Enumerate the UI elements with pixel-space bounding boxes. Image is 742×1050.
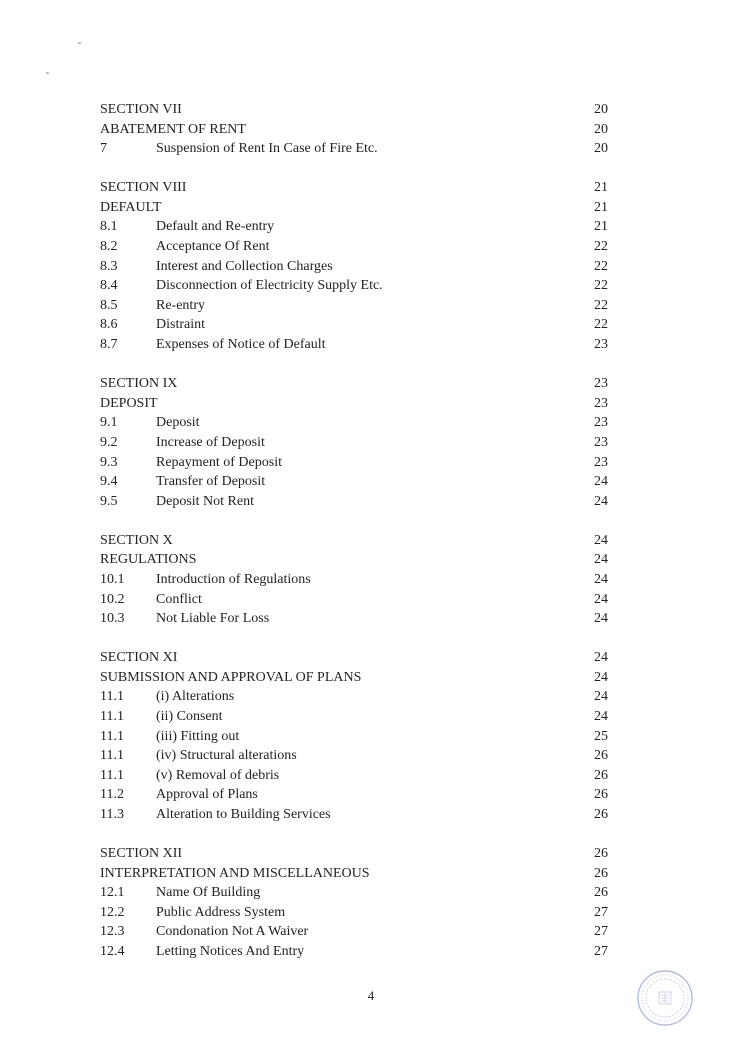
toc-entry [98, 707, 608, 727]
clause-title: Alteration to Building Services [156, 807, 331, 822]
clause-number: 8.6 [100, 317, 118, 333]
section-heading-row [98, 100, 608, 120]
toc-section [98, 178, 608, 354]
clause-title: Deposit [156, 415, 200, 431]
toc-entry [98, 335, 608, 355]
clause-title: Acceptance Of Rent [156, 239, 270, 255]
page-ref: 24 [594, 650, 608, 666]
toc-entry [98, 472, 608, 492]
page-ref: 26 [594, 865, 608, 881]
clause-title: (v) Removal of debris [156, 767, 280, 783]
clause-title: Disconnection of Electricity Supply Etc. [156, 278, 383, 294]
clause-title: Public Address System [156, 904, 286, 920]
clause-number: 9.2 [100, 434, 118, 450]
clause-number: 10.3 [100, 611, 125, 627]
page-number: 4 [367, 988, 375, 1003]
page-ref: 21 [594, 219, 608, 235]
toc-entry [98, 413, 608, 433]
page-ref: 25 [594, 728, 608, 744]
toc-entry [98, 766, 608, 786]
toc-section [98, 844, 608, 962]
table-of-contents [98, 100, 608, 981]
toc-entry [98, 942, 608, 962]
page-ref: 22 [594, 297, 608, 313]
page-ref: 24 [594, 571, 608, 587]
clause-number: 10.2 [100, 591, 125, 607]
section-heading-row [98, 648, 608, 668]
toc-entry [98, 139, 608, 159]
toc-section [98, 648, 608, 824]
toc-entry [98, 217, 608, 237]
clause-title: Introduction of Regulations [156, 571, 311, 587]
section-title-row [98, 394, 608, 414]
clause-title: Increase of Deposit [156, 434, 265, 450]
page-ref: 23 [594, 415, 608, 431]
clause-number: 8.1 [100, 219, 118, 235]
section-title: REGULATIONS [100, 552, 197, 568]
toc-entry [98, 590, 608, 610]
page-ref: 22 [594, 239, 608, 255]
clause-title: Letting Notices And Entry [156, 944, 305, 960]
clause-number: 11.1 [100, 767, 124, 783]
clause-number: 9.1 [100, 415, 118, 431]
clause-title: Name Of Building [156, 885, 261, 901]
page-ref: 21 [594, 180, 608, 196]
toc-entry [98, 315, 608, 335]
clause-title: Not Liable For Loss [156, 611, 270, 627]
clause-number: 7 [100, 141, 107, 157]
page-ref: 24 [594, 552, 608, 568]
page-ref: 27 [594, 904, 608, 920]
scan-speck [46, 72, 49, 74]
clause-number: 8.2 [100, 239, 118, 255]
clause-title: (i) Alterations [156, 689, 235, 705]
toc-entry [98, 492, 608, 512]
section-title: INTERPRETATION AND MISCELLANEOUS [100, 865, 370, 881]
clause-number: 8.4 [100, 278, 118, 294]
section-heading: SECTION X [100, 532, 173, 548]
clause-number: 8.5 [100, 297, 118, 313]
toc-entry [98, 883, 608, 903]
clause-number: 11.1 [100, 689, 124, 705]
toc-entry [98, 276, 608, 296]
toc-entry [98, 903, 608, 923]
page-ref: 21 [594, 199, 608, 215]
clause-number: 10.1 [100, 571, 125, 587]
section-title-row [98, 198, 608, 218]
page-ref: 26 [594, 846, 608, 862]
clause-title: Suspension of Rent In Case of Fire Etc. [156, 141, 378, 157]
section-heading-row [98, 374, 608, 394]
section-heading-row [98, 531, 608, 551]
clause-title: (iv) Structural alterations [156, 748, 297, 764]
page-ref: 23 [594, 395, 608, 411]
section-title: DEPOSIT [100, 395, 158, 411]
toc-entry [98, 727, 608, 747]
toc-entry [98, 746, 608, 766]
section-title-row [98, 120, 608, 140]
toc-entry [98, 805, 608, 825]
stamp-center-glyph [661, 993, 669, 1003]
page-ref: 22 [594, 278, 608, 294]
clause-title: Interest and Collection Charges [156, 258, 333, 274]
scan-speck [78, 42, 81, 44]
toc-entry [98, 433, 608, 453]
page-ref: 24 [594, 669, 608, 685]
clause-title: Re-entry [156, 297, 205, 313]
page-ref: 24 [594, 689, 608, 705]
clause-title: Conflict [156, 591, 202, 607]
page-ref: 23 [594, 434, 608, 450]
page-ref: 23 [594, 337, 608, 353]
section-heading-row [98, 178, 608, 198]
toc-entry [98, 296, 608, 316]
company-seal-stamp [636, 968, 694, 1028]
toc-entry [98, 257, 608, 277]
clause-title: Default and Re-entry [156, 219, 275, 235]
section-title-row [98, 550, 608, 570]
page-ref: 26 [594, 885, 608, 901]
toc-entry [98, 453, 608, 473]
section-heading: SECTION IX [100, 376, 178, 392]
clause-number: 12.4 [100, 944, 125, 960]
page-ref: 20 [594, 141, 608, 157]
clause-title: Expenses of Notice of Default [156, 337, 326, 353]
page-ref: 27 [594, 924, 608, 940]
clause-title: Distraint [156, 317, 205, 333]
clause-number: 11.2 [100, 787, 124, 803]
clause-number: 8.7 [100, 337, 118, 353]
clause-number: 12.2 [100, 904, 125, 920]
page-ref: 26 [594, 748, 608, 764]
toc-entry [98, 785, 608, 805]
clause-title: (iii) Fitting out [156, 728, 240, 744]
clause-number: 8.3 [100, 258, 118, 274]
toc-entry [98, 922, 608, 942]
clause-number: 11.1 [100, 748, 124, 764]
toc-entry [98, 570, 608, 590]
clause-number: 9.5 [100, 493, 118, 509]
section-heading: SECTION XI [100, 650, 178, 666]
toc-entry [98, 237, 608, 257]
page-ref: 24 [594, 709, 608, 725]
page-ref: 24 [594, 474, 608, 490]
clause-title: Approval of Plans [156, 787, 258, 803]
page-ref: 20 [594, 121, 608, 137]
clause-number: 9.4 [100, 474, 118, 490]
section-title: ABATEMENT OF RENT [100, 121, 246, 137]
page-ref: 26 [594, 767, 608, 783]
page-ref: 23 [594, 376, 608, 392]
section-title-row [98, 668, 608, 688]
section-title: SUBMISSION AND APPROVAL OF PLANS [100, 669, 362, 685]
page-ref: 26 [594, 787, 608, 803]
page-ref: 24 [594, 493, 608, 509]
page-ref: 22 [594, 258, 608, 274]
page-ref: 20 [594, 102, 608, 117]
page-ref: 27 [594, 944, 608, 960]
clause-number: 11.1 [100, 709, 124, 725]
section-heading: SECTION VIII [100, 180, 187, 196]
clause-number: 11.1 [100, 728, 124, 744]
clause-title: Condonation Not A Waiver [156, 924, 309, 940]
clause-number: 11.3 [100, 807, 124, 822]
page-ref: 24 [594, 611, 608, 627]
clause-title: Transfer of Deposit [156, 474, 266, 490]
page-ref: 26 [594, 807, 608, 822]
toc-section [98, 100, 608, 159]
section-heading: SECTION VII [100, 102, 182, 117]
clause-number: 12.1 [100, 885, 125, 901]
page-ref: 23 [594, 454, 608, 470]
section-heading: SECTION XII [100, 846, 183, 862]
section-title: DEFAULT [100, 199, 162, 215]
page-ref: 24 [594, 591, 608, 607]
page-ref: 22 [594, 317, 608, 333]
toc-section [98, 374, 608, 511]
clause-title: (ii) Consent [156, 709, 223, 725]
clause-number: 12.3 [100, 924, 125, 940]
clause-title: Deposit Not Rent [156, 493, 254, 509]
toc-entry [98, 609, 608, 629]
toc-section [98, 531, 608, 629]
section-heading-row [98, 844, 608, 864]
section-title-row [98, 864, 608, 884]
page-ref: 24 [594, 532, 608, 548]
clause-title: Repayment of Deposit [156, 454, 282, 470]
clause-number: 9.3 [100, 454, 118, 470]
toc-entry [98, 687, 608, 707]
